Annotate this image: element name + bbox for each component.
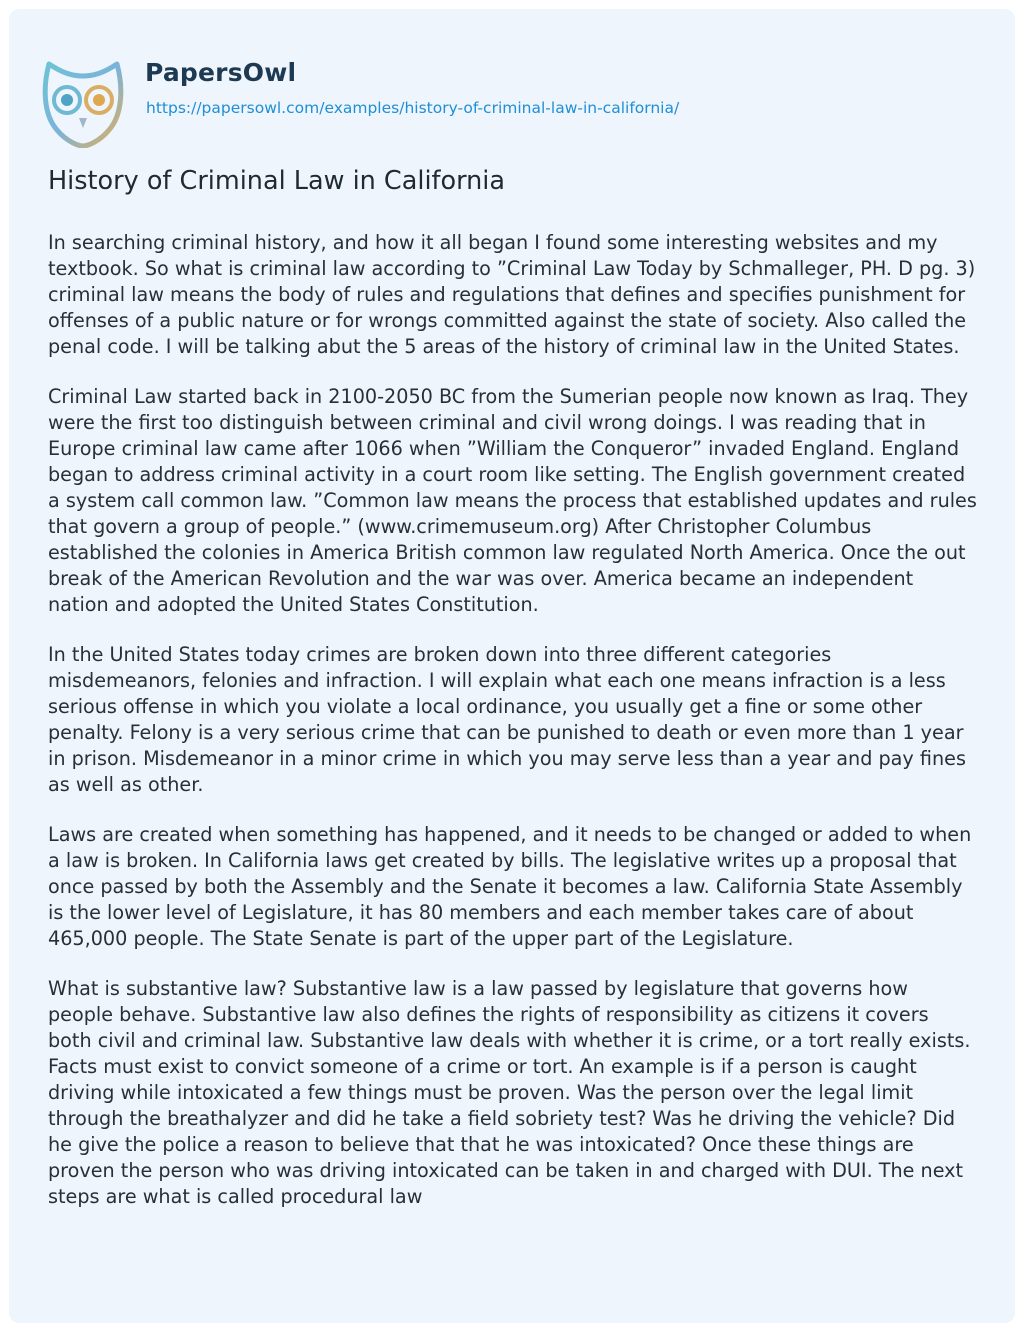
page-title: History of Criminal Law in California — [48, 166, 506, 196]
source-url-link[interactable]: https://papersowl.com/examples/history-of-criminal-law-in-california/ — [146, 99, 680, 117]
paragraph: Criminal Law started back in 2100-2050 BC from the Sumerian people now known as Iraq. They were the first too distinguish between criminal and civil wrong doings. I was reading that in Europe criminal law came after 1066 when ”William the Conqueror” invaded England. England began to address criminal activity in a court room like setting. The English government created a system call common law. ”Common law means the process that established updates and rules that govern a group of people.” (www.crimemuseum.org) After Christopher Columbus established the colonies in America British common law regulated North America. Once the out break of the American Revolution and the war was over. America became an independent nation and adopted the United States Constitution. — [48, 385, 977, 616]
paragraph: What is substantive law? Substantive law is a law passed by legislature that governs how people behave. Substantive law also defines the rights of responsibility as citizens it covers both civil and criminal law. Substantive law deals with whether it is crime, or a tort really exists. Facts must exist to convict someone of a crime or tort. An example is if a person is caught driving while intoxicated a few things must be proven. Was the person over the legal limit through the breathalyzer and did he take a field sobriety test? Was he driving the vehicle? Did he give the police a reason to believe that that he was intoxicated? Once these things are proven the person who was driving intoxicated can be taken in and charged with DUI. The next steps are what is called procedural law — [48, 977, 971, 1208]
brand-name[interactable]: PapersOwl — [145, 58, 297, 87]
owl-logo-icon — [39, 56, 127, 148]
paragraph: Laws are created when something has happened, and it needs to be changed or added to when a law is broken. In California laws get created by bills. The legislative writes up a proposal that once passed by both the Assembly and the Senate it becomes a law. California State Assembly is the lower level of Legislature, it has 80 members and each member takes care of about 465,000 people. The State Senate is part of the upper part of the Legislature. — [48, 823, 972, 950]
paragraph: In the United States today crimes are broken down into three different categories misdemeanors, felonies and infraction. I will explain what each one means infraction is a less serious offense in which you violate a local ordinance, you usually get a fine or some other penalty. Felony is a very serious crime that can be punished to death or even more than 1 year in prison. Misdemeanor in a minor crime in which you may serve less than a year and pay fines as well as other. — [48, 643, 966, 796]
essay-body — [48, 230, 978, 1234]
paragraph: In searching criminal history, and how it all began I found some interesting websites and my textbook. So what is criminal law according to ”Criminal Law Today by Schmalleger, PH. D pg. 3) criminal law means the body of rules and regulations that defines and specifies punishment for offenses of a public nature or for wrongs committed against the state of society. Also called the penal code. I will be talking abut the 5 areas of the history of criminal law in the United States. — [48, 231, 976, 358]
